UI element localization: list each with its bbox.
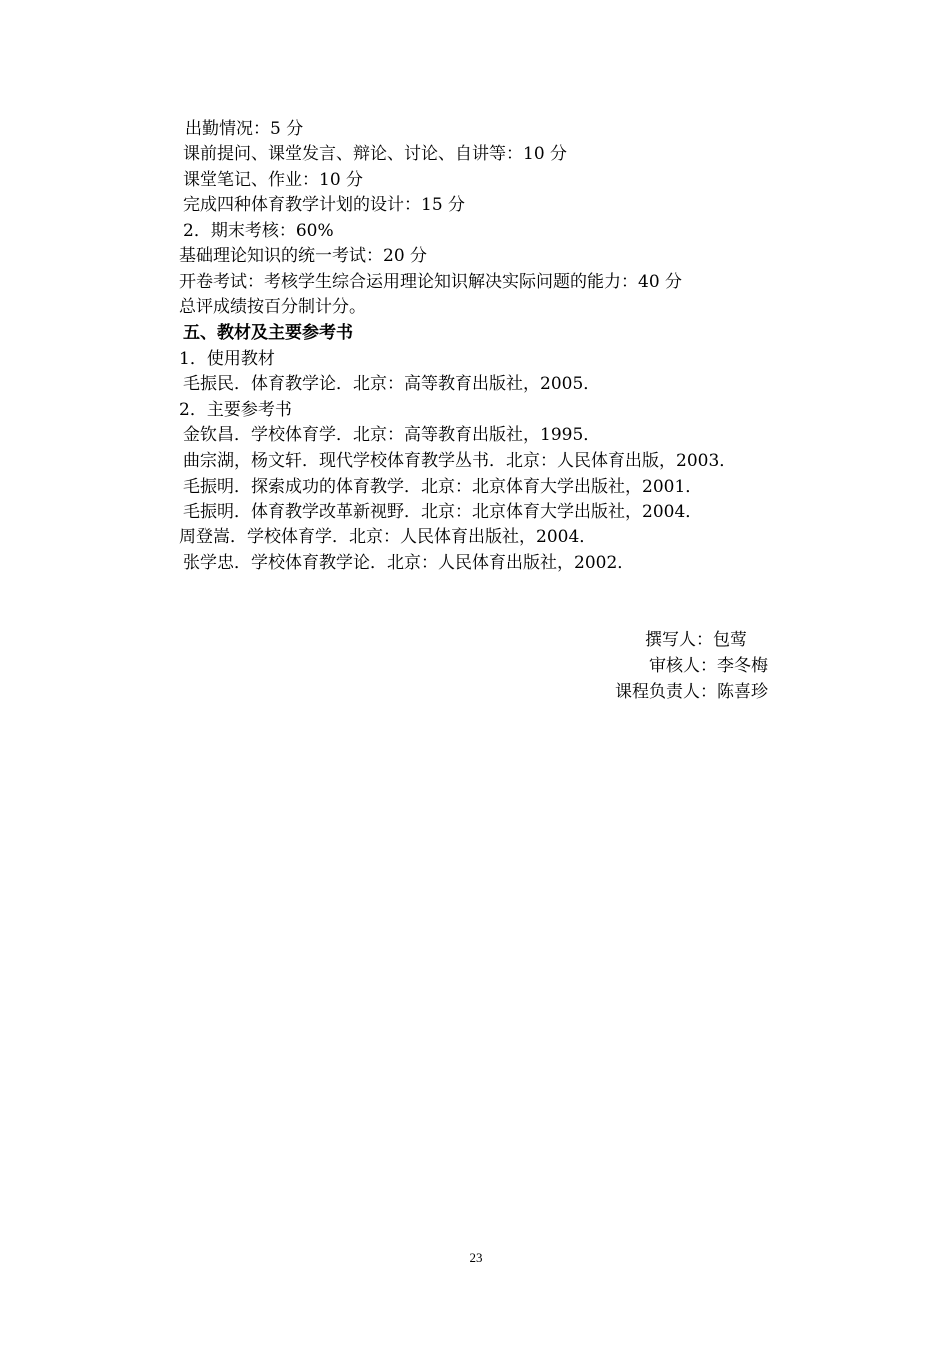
- references-title: 2．主要参考书: [179, 400, 292, 420]
- open-book-exam-score: 开卷考试：考核学生综合运用理论知识解决实际问题的能力：40 分: [179, 272, 683, 292]
- participation-score: 课前提问、课堂发言、辩论、讨论、自讲等：10 分: [183, 144, 568, 164]
- textbook-title: 1．使用教材: [179, 349, 275, 369]
- unified-exam-score: 基础理论知识的统一考试：20 分: [179, 246, 428, 266]
- attendance-score: 出勤情况：5 分: [185, 119, 304, 139]
- textbook-entry: 毛振民．体育教学论．北京：高等教育出版社，2005．: [183, 374, 601, 394]
- reference-item: 曲宗湖，杨文轩．现代学校体育教学丛书．北京：人民体育出版，2003．: [183, 451, 737, 471]
- reviewer-signature: 审核人：李冬梅: [649, 656, 768, 676]
- final-exam-title: 2．期末考核：60%: [183, 221, 334, 241]
- reference-item: 张学忠．学校体育教学论．北京：人民体育出版社，2002．: [183, 553, 635, 573]
- lesson-plan-score: 完成四种体育教学计划的设计：15 分: [183, 195, 466, 215]
- reference-item: 周登嵩．学校体育学．北京：人民体育出版社，2004．: [179, 527, 597, 547]
- author-signature: 撰写人：包莺: [645, 630, 747, 650]
- course-lead-signature: 课程负责人：陈喜珍: [615, 682, 768, 702]
- reference-item: 毛振明．体育教学改革新视野．北京：北京体育大学出版社，2004．: [183, 502, 703, 522]
- notes-homework-score: 课堂笔记、作业：10 分: [183, 170, 364, 190]
- page-number: 23: [469, 1250, 483, 1265]
- section-heading: 五、教材及主要参考书: [183, 323, 353, 343]
- reference-item: 毛振明．探索成功的体育教学．北京：北京体育大学出版社，2001．: [183, 477, 703, 497]
- reference-item: 金钦昌．学校体育学．北京：高等教育出版社，1995．: [183, 425, 601, 445]
- grading-note: 总评成绩按百分制计分。: [179, 297, 366, 317]
